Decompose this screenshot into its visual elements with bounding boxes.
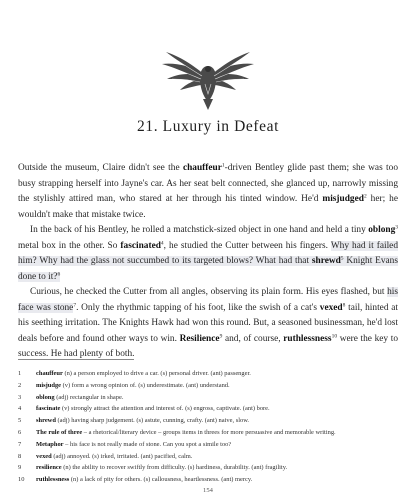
vocab-word: fascinated [120, 240, 161, 251]
vocab-word: Resilience [179, 333, 220, 344]
vocab-word: ruthlessness [283, 333, 332, 344]
footnote-item: 2 misjudge (v) form a wrong opinion of. (s) underestimate. (ant) understand. [18, 381, 230, 389]
vocab-word: chauffeur [182, 163, 222, 173]
vocab-word: shrewd [311, 256, 341, 266]
footnote-ref[interactable]: 3 [395, 224, 398, 231]
footnote-item: 9 resilience (n) the ability to recover swiftly from difficulty. (s) hardiness, durability. (ant) fragility. [18, 464, 288, 472]
footnote-ref[interactable]: 6 [57, 270, 61, 277]
footnote-ref[interactable]: 5 [340, 255, 344, 262]
footnote-item: 10 ruthlessness (n) a lack of pity for others. (s) callousness, heartlessness. (ant) mercy. [18, 476, 253, 484]
paragraph: In the back of his Bentley, he rolled a matchstick-sized object in one hand and held a tiny oblong$^3$ metal box in the other. So fascinated$^4$, he studied the Cutter between his fingers. Why had it failed him? Why had the glass not succumbed to its targeted blows? What had that shrewd$^5$ Knight Evans done to it?$^6$ [18, 224, 398, 282]
vocab-word: oblong [368, 225, 396, 235]
eagle-emblem-icon [158, 44, 258, 112]
footnote-ref[interactable]: 9 [219, 332, 223, 339]
footnote-ref[interactable]: 4 [160, 239, 164, 246]
footnote-item: 4 fascinate (v) strongly attract the attention and interest of. (s) engross, captivate. (ant) bore. [18, 405, 270, 413]
vocab-word: misjudged [322, 194, 364, 204]
body-text [18, 161, 398, 363]
footnote-ref[interactable]: 1 [221, 162, 225, 169]
highlighted-text: Why had it failed him? Why had the glass not succumbed to its targeted blows? What had that shrewd$^5$ Knight Evans done to it?$^6$ [18, 240, 398, 282]
paragraph: Curious, he checked the Cutter from all angles, observing its plain form. His eyes flashed, but his face was stone$^7$. Only the rhythmic tapping of his foot, like the swish of a cat's vexed$^8$ tail, hinted at his seething irritation. The Knights Hawk had won this round. But, a seasoned businessman, he'd lost deals before and found other ways to win. Resilience$^9$ and, of course, ruthlessness$^{10}$ were the key to success. He had plenty of both. [18, 287, 398, 359]
footnote-item: 7 Metaphor – his face is not really made of stone. Can you spot a simile too? [18, 440, 232, 448]
footnote-item: 1 chauffeur (n) a person employed to drive a car. (s) personal driver. (ant) passenger. [18, 370, 251, 377]
chapter-title: 21. Luxury in Defeat [137, 118, 279, 135]
page-number: 154 [203, 487, 213, 494]
footnote-ref[interactable]: 10 [331, 332, 338, 339]
footnote-ref[interactable]: 8 [342, 301, 346, 308]
footnote-item: 3 oblong (adj) rectangular in shape. [18, 393, 124, 401]
vocab-word: vexed [319, 302, 343, 313]
paragraph: Outside the museum, Claire didn't see the chauffeur$^1$-driven Bentley glide past them; she was too busy strapping herself into Jayne's car. As her seat belt connected, she glanced up, narrowly missing the stylishly attired man, who stared at her through his tinted window. He'd misjudged$^2$ her; he wouldn't make that mistake twice. [18, 162, 398, 220]
footnote-ref[interactable]: 2 [363, 193, 367, 200]
highlighted-text: his face was stone [18, 287, 398, 313]
footnote-item: 5 shrewd (adj) having sharp judgement. (s) astute, cunning, crafty. (ant) naive, slow. [18, 417, 250, 425]
footnote-item: 8 vexed (adj) annoyed. (s) irked, irritated. (ant) pacified, calm. [18, 452, 193, 460]
footnote-divider [18, 359, 134, 360]
footnote-ref[interactable]: 7 [73, 301, 77, 308]
footnotes-list [18, 368, 408, 486]
footnote-item: 6 The rule of three – a rhetorical/literary device – groups items in threes for more persuasive and memorable writing. [18, 428, 336, 436]
